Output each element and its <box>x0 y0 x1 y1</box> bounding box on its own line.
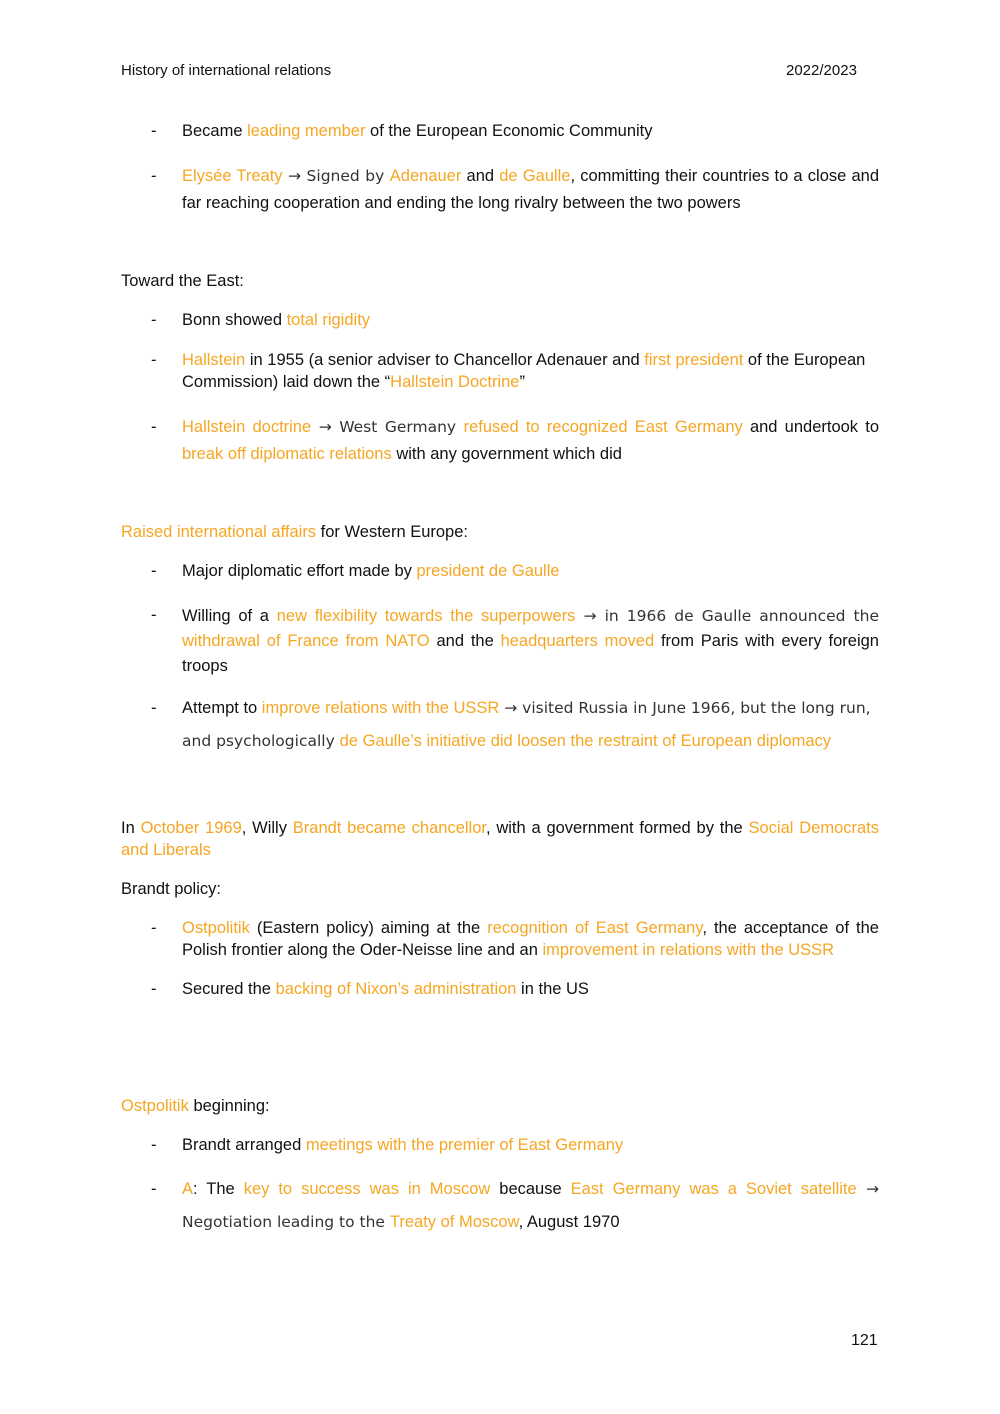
highlight-run: break off diplomatic relations <box>182 445 392 463</box>
section-heading-brandt: Brandt policy: <box>121 880 221 898</box>
list-item-text <box>182 349 879 393</box>
highlight-run: recognition of East Germany <box>487 919 703 937</box>
highlight-run: president de Gaulle <box>416 562 560 580</box>
list-item-text <box>182 1134 879 1156</box>
list-item-text <box>182 163 879 217</box>
highlight-run: improve relations with the USSR <box>261 699 500 717</box>
text-run: Attempt to <box>182 699 262 717</box>
text-run: Brandt arranged <box>182 1136 306 1154</box>
text-run: , Willy <box>241 819 293 837</box>
bullet-dash: - <box>151 980 157 998</box>
highlight-run: de Gaulle <box>499 167 571 185</box>
list-item-text <box>182 120 879 142</box>
highlight-run: East Germany was a Soviet satellite <box>570 1180 857 1198</box>
text-run: beginning: <box>188 1097 270 1115</box>
highlight-run: A <box>182 1180 194 1198</box>
paragraph-october-1969 <box>121 817 879 861</box>
text-run: → visited Russia in June 1966, but the long run, and psychologically <box>182 699 871 750</box>
text-run: Bonn showed <box>182 311 287 329</box>
text-run: , with a government formed by the <box>485 819 749 837</box>
highlight-run: key to success was in Moscow <box>243 1180 491 1198</box>
highlight-run: Hallstein Doctrine <box>390 373 520 391</box>
highlight-run: meetings with the premier of East Germany <box>305 1136 624 1154</box>
list-item-text <box>182 978 879 1000</box>
text-run: of the European Commission) laid down the “ <box>182 351 866 391</box>
text-run: Willing of a <box>182 607 277 625</box>
text-run: In <box>121 819 141 837</box>
bullet-dash: - <box>151 606 157 624</box>
text-run: for Western Europe: <box>316 523 468 541</box>
highlight-run: October 1969 <box>140 819 242 837</box>
text-run: Major diplomatic effort made by <box>182 562 417 580</box>
list-item-text <box>182 604 879 679</box>
highlight-run: withdrawal of France from NATO <box>182 632 430 650</box>
section-heading-raised <box>121 521 879 543</box>
text-run: → Signed by <box>282 167 390 185</box>
bullet-dash: - <box>151 1136 157 1154</box>
text-run: , committing their countries to a close and far reaching cooperation and ending the long rivalry between the two powers <box>182 167 879 212</box>
highlight-run: improvement in relations with the USSR <box>542 941 835 959</box>
text-run: with any government which did <box>391 445 622 463</box>
bullet-dash: - <box>151 699 157 717</box>
text-run: Secured the <box>182 980 276 998</box>
text-run: ” <box>519 373 525 391</box>
highlight-run: Brandt became chancellor <box>292 819 486 837</box>
list-item-text <box>182 692 879 758</box>
list-item-text <box>182 1173 879 1239</box>
text-run: and <box>461 167 500 185</box>
highlight-run: backing of Nixon’s administration <box>275 980 517 998</box>
text-run: and undertook to <box>742 418 880 436</box>
header-course-title: History of international relations <box>121 62 332 79</box>
text-run: Became <box>182 122 248 140</box>
list-item-text <box>182 917 879 961</box>
header-academic-year: 2022/2023 <box>786 62 857 79</box>
highlight-run: refused to recognized East Germany <box>463 418 743 436</box>
highlight-run: Adenauer <box>389 167 462 185</box>
highlight-run: Social Democrats and Liberals <box>121 819 880 859</box>
text-run: (Eastern policy) aiming at the <box>249 919 488 937</box>
bullet-dash: - <box>151 1180 157 1198</box>
highlight-run: new flexibility towards the superpowers <box>276 607 576 625</box>
section-heading-ostpolitik <box>121 1095 879 1117</box>
bullet-dash: - <box>151 167 157 185</box>
text-run: → West Germany <box>311 418 464 436</box>
bullet-dash: - <box>151 351 157 369</box>
text-run: from Paris with every foreign troops <box>182 632 879 675</box>
text-run: in 1955 (a senior adviser to Chancellor Adenauer and <box>245 351 645 369</box>
list-item-text <box>182 560 879 582</box>
highlight-run: total rigidity <box>286 311 371 329</box>
text-run: → in 1966 de Gaulle announced the <box>575 607 879 625</box>
bullet-dash: - <box>151 122 157 140</box>
text-run: : The <box>193 1180 244 1198</box>
highlight-run: Elysée Treaty <box>182 167 283 185</box>
text-run: of the European Economic Community <box>365 122 653 140</box>
highlight-run: de Gaulle’s initiative did loosen the restraint of European diplomacy <box>339 732 831 750</box>
highlight-run: Hallstein <box>182 351 246 369</box>
highlight-run: Ostpolitik <box>182 919 250 937</box>
section-heading-east: Toward the East: <box>121 272 244 290</box>
text-run: in the US <box>516 980 589 998</box>
bullet-dash: - <box>151 418 157 436</box>
text-run: → Negotiation leading to the <box>182 1180 879 1231</box>
list-item-text <box>182 414 879 468</box>
highlight-run: Hallstein doctrine <box>182 418 312 436</box>
text-run: , August 1970 <box>518 1213 620 1231</box>
highlight-run: Treaty of Moscow <box>389 1213 519 1231</box>
text-run: because <box>490 1180 571 1198</box>
text-run: , the acceptance of the Polish frontier along the Oder-Neisse line and an <box>182 919 879 959</box>
highlight-run: first president <box>644 351 744 369</box>
highlight-run: leading member <box>247 122 366 140</box>
highlight-run: Raised international affairs <box>121 523 317 541</box>
highlight-run: Ostpolitik <box>121 1097 189 1115</box>
bullet-dash: - <box>151 919 157 937</box>
list-item-text <box>182 309 879 331</box>
text-run: and the <box>429 632 501 650</box>
page-number: 121 <box>851 1332 878 1349</box>
highlight-run: headquarters moved <box>500 632 655 650</box>
bullet-dash: - <box>151 311 157 329</box>
bullet-dash: - <box>151 562 157 580</box>
